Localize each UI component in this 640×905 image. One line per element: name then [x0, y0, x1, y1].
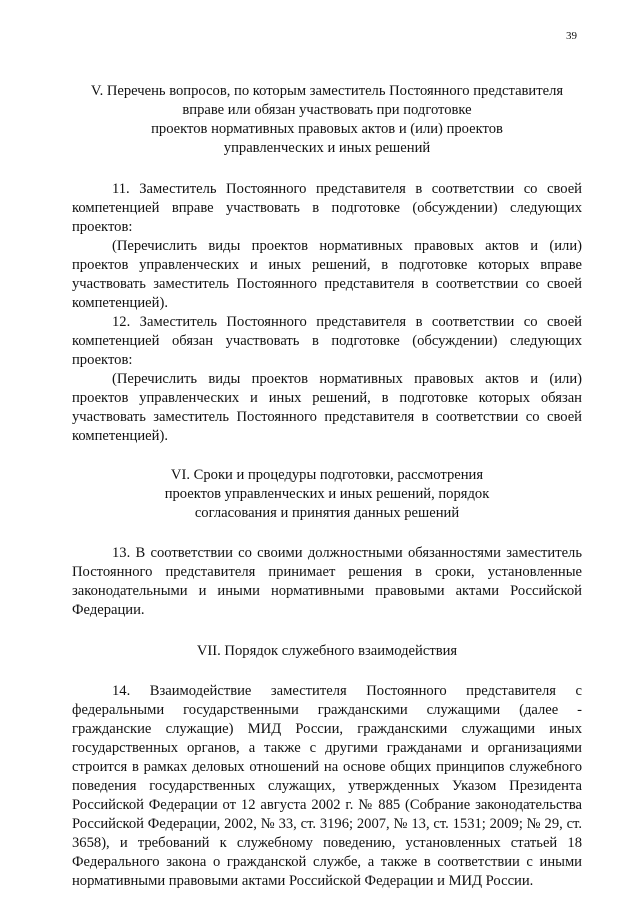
section-5-heading-line: управленческих и иных решений — [223, 140, 431, 156]
page-number: 39 — [566, 30, 577, 42]
section-5-heading-line: проектов нормативных правовых актов и (или) проектов — [151, 121, 503, 137]
section-5-heading-line: вправе или обязан участвовать при подготовке — [182, 102, 472, 118]
section-7-heading — [72, 642, 582, 661]
section-6-heading — [72, 466, 582, 523]
paragraph-11: 11. Заместитель Постоянного представителя в соответствии со своей компетенцией вправе участвовать в подготовке (обсуждении) следующих проектов: — [72, 181, 582, 235]
section-6-heading-line: проектов управленческих и иных решений, порядок — [164, 486, 490, 502]
paragraph-13: 13. В соответствии со своими должностными обязанностями заместитель Постоянного представителя принимает решения в сроки, установленные законодательными и иными нормативными правовыми актами Российской Федерации. — [72, 545, 582, 618]
section-7-heading-line: VII. Порядок служебного взаимодействия — [196, 643, 458, 659]
paragraph-14: 14. Взаимодействие заместителя Постоянного представителя с федеральными государственными гражданскими служащими (далее - гражданские служащие) МИД России, гражданскими служащими иных государственных органов, а также с другими гражданами и организациями строится в рамках деловых отношений на основе общих принципов служебного поведения государственных служащих, утвержденных Указом Президента Российской Федерации от 12 августа 2002 г. № 885 (Собрание законодательства Российской Федерации, 2002, № 33, ст. 3196; 2007, № 13, ст. 1531; 2009; № 29, ст. 3658), и требований к служебному поведению, установленных статьей 18 Федерального закона о гражданской службе, а также в соответствии с иными нормативными правовыми актами Российской Федерации и МИД России. — [72, 683, 582, 889]
paragraph-11-note: (Перечислить виды проектов нормативных правовых актов и (или) проектов управленческих и иных решений, в подготовке которых вправе участвовать заместитель Постоянного представителя в соответствии со своей компетенцией). — [72, 238, 582, 311]
section-6-heading-line: согласования и принятия данных решений — [194, 505, 460, 521]
section-5-heading — [72, 82, 582, 158]
paragraph-12: 12. Заместитель Постоянного представителя в соответствии со своей компетенцией обязан участвовать в подготовке (обсуждении) следующих проектов: — [72, 314, 582, 368]
section-6-heading-line: VI. Сроки и процедуры подготовки, рассмотрения — [170, 467, 484, 483]
section-5-heading-line: V. Перечень вопросов, по которым заместитель Постоянного представителя — [90, 83, 564, 99]
document-body — [72, 82, 582, 891]
paragraph-12-note: (Перечислить виды проектов нормативных правовых актов и (или) проектов управленческих и иных решений, в подготовке которых обязан участвовать заместитель Постоянного представителя в соответствии со своей компетенцией). — [72, 371, 582, 444]
